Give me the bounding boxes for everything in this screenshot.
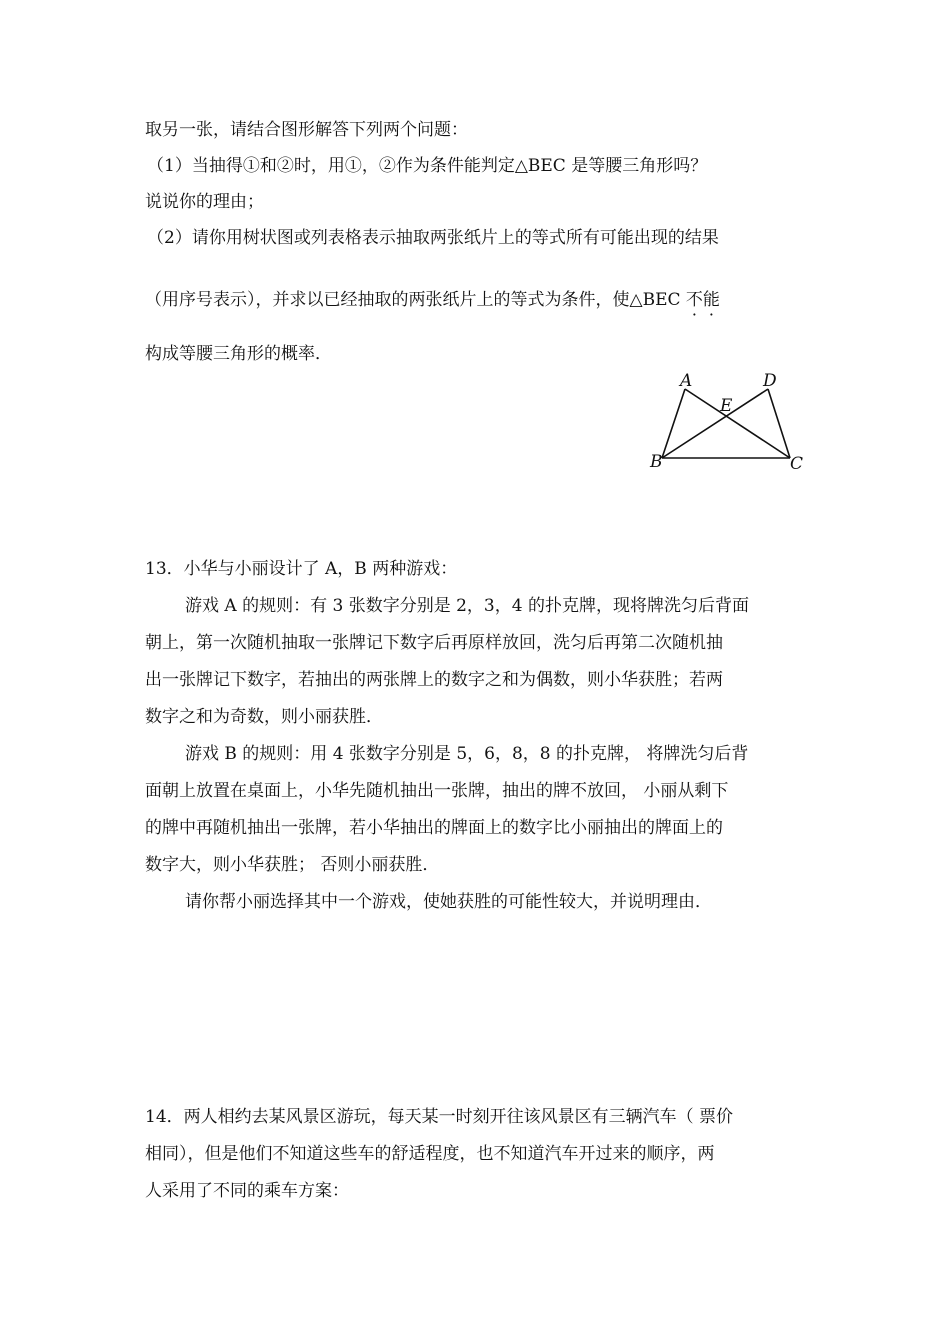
q14-line1: 14．两人相约去某风景区游玩，每天某一时刻开往该风景区有三辆汽车（ 票价 [145, 1107, 734, 1127]
q13-gameB-line1: 游戏 B 的规则：用 4 张数字分别是 5，6，8，8 的扑克牌， 将牌洗匀后背 [185, 744, 749, 764]
q13-gameA-line4: 数字之和为奇数，则小丽获胜． [145, 707, 383, 727]
q13-gameA-line3: 出一张牌记下数字，若抽出的两张牌上的数字之和为偶数，则小华获胜；若两 [145, 670, 723, 690]
q12-part1-line1: （1）当抽得①和②时，用①，②作为条件能判定△BEC 是等腰三角形吗？ [147, 156, 708, 176]
q13-gameA-line2: 朝上，第一次随机抽取一张牌记下数字后再原样放回，洗匀后再第二次随机抽 [145, 633, 723, 653]
q13-gameA-line1: 游戏 A 的规则：有 3 张数字分别是 2，3，4 的扑克牌，现将牌洗匀后背面 [185, 596, 749, 616]
q12-intro-line: 取另一张，请结合图形解答下列两个问题： [145, 120, 468, 140]
q12-part2-line3: 构成等腰三角形的概率． [145, 344, 332, 364]
q13-gameB-line4: 数字大，则小华获胜； 否则小丽获胜． [145, 855, 440, 875]
triangle-figure [640, 365, 820, 475]
label-d: D [763, 371, 777, 391]
segment-ac [685, 389, 790, 458]
q14-line2: 相同），但是他们不知道这些车的舒适程度，也不知道汽车开过来的顺序，两 [145, 1144, 715, 1164]
q13-title: 13．小华与小丽设计了 A，B 两种游戏： [145, 559, 458, 579]
q14-line3: 人采用了不同的乘车方案： [145, 1181, 349, 1201]
q12-part2-line1: （2）请你用树状图或列表格表示抽取两张纸片上的等式所有可能出现的结果 [147, 228, 719, 248]
q12-part2-line2-text: （用序号表示），并求以已经抽取的两张纸片上的等式为条件，使△BEC [145, 290, 686, 310]
emphasis-char-can: 能 [702, 290, 720, 310]
segment-db [662, 389, 768, 458]
label-e: E [720, 396, 733, 416]
label-c: C [790, 454, 804, 474]
q13-gameB-line3: 的牌中再随机抽出一张牌，若小华抽出的牌面上的数字比小丽抽出的牌面上的 [145, 818, 723, 838]
segment-ab [662, 389, 685, 458]
q13-gameB-line2: 面朝上放置在桌面上，小华先随机抽出一张牌，抽出的牌不放回， 小丽从剩下 [145, 781, 729, 801]
q12-part2-line2 [145, 289, 720, 311]
label-a: A [680, 371, 693, 391]
emphasis-char-not: 不 [685, 290, 703, 310]
q12-part1-line2: 说说你的理由； [145, 192, 264, 212]
q13-question: 请你帮小丽选择其中一个游戏，使她获胜的可能性较大，并说明理由． [185, 892, 712, 912]
label-b: B [650, 452, 663, 472]
segment-dc [768, 389, 790, 458]
